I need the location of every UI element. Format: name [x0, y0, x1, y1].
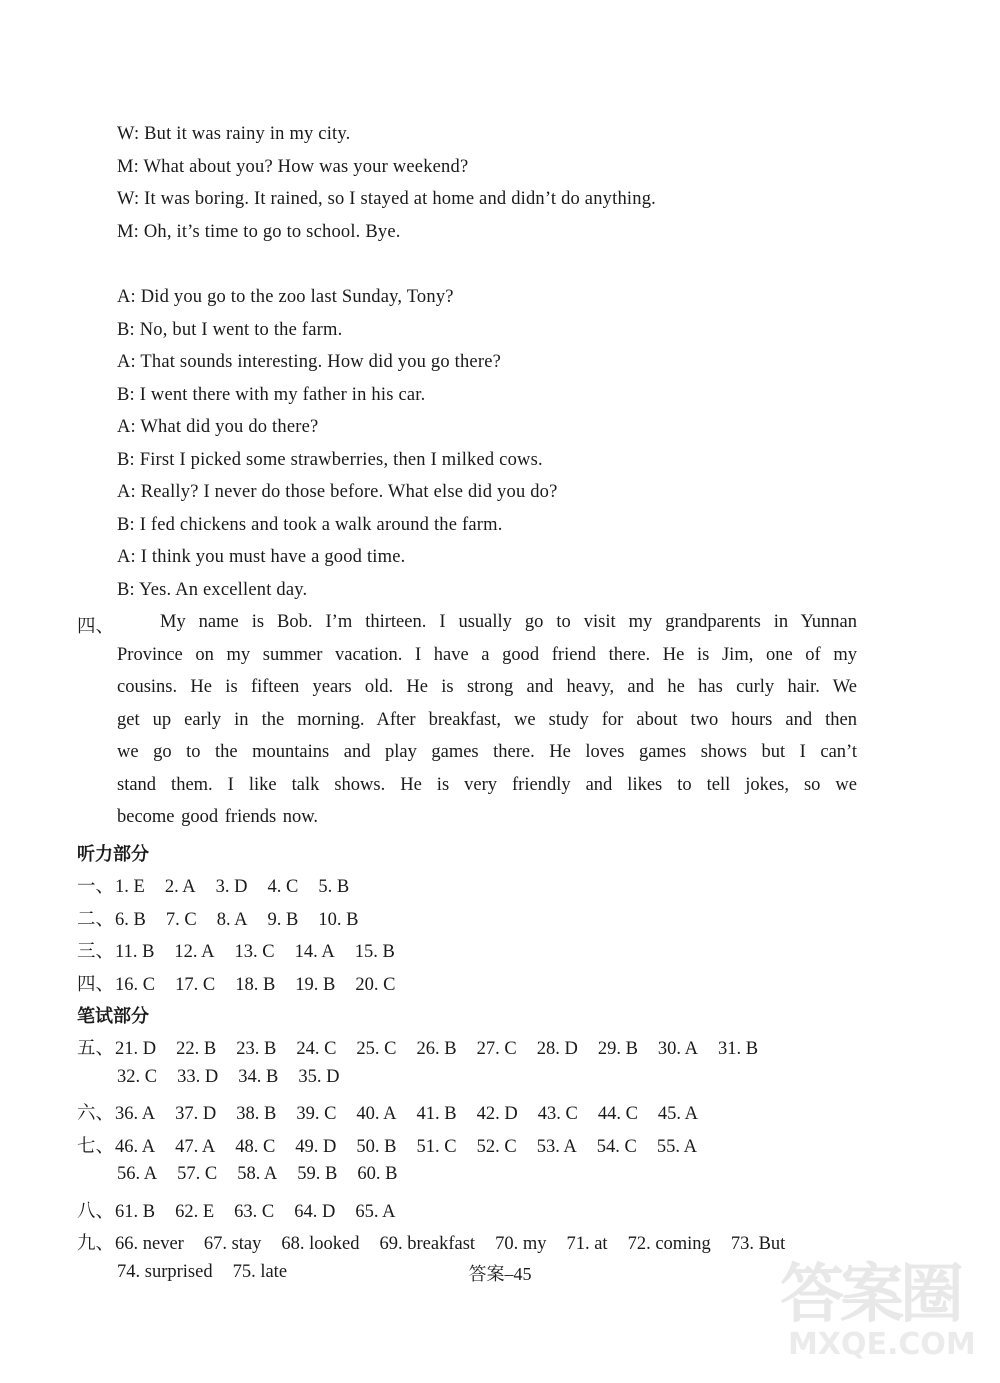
- answer-row: [77, 970, 415, 996]
- answer-item: 69. breakfast: [379, 1234, 476, 1254]
- answer-item: 48. C: [235, 1136, 276, 1157]
- answer-item: 60. B: [357, 1164, 398, 1184]
- answer-item: 1. E: [115, 877, 145, 897]
- answer-item: 63. C: [234, 1201, 275, 1222]
- answer-item: 44. C: [597, 1104, 638, 1124]
- answer-item: 73. But: [730, 1234, 786, 1254]
- dialogue2-line: A: What did you do there?: [117, 417, 319, 437]
- answer-row: [77, 872, 369, 898]
- page-number: 答案–45: [468, 1264, 532, 1284]
- answer-item: 10. B: [318, 909, 359, 930]
- writing-heading: 笔试部分: [77, 1006, 149, 1027]
- answer-row: [77, 1197, 415, 1223]
- answer-row: [77, 1099, 718, 1125]
- answer-item: 15. B: [354, 942, 395, 962]
- answer-item: 62. E: [175, 1201, 215, 1222]
- answer-row-label: 九、: [77, 1234, 115, 1254]
- answer-row-label: 四、: [77, 974, 115, 995]
- passage-line: My name is Bob. I’m thirteen. I usually go to visit my grandparents in Yunnan: [160, 612, 857, 632]
- answer-item: 67. stay: [203, 1234, 262, 1254]
- answer-item: 41. B: [416, 1104, 457, 1124]
- answer-item: 27. C: [476, 1039, 517, 1059]
- dialogue2-line: B: I went there with my father in his car.: [117, 385, 426, 405]
- dialogue2-line: B: I fed chickens and took a walk around the farm.: [117, 515, 503, 535]
- answer-item: 31. B: [718, 1039, 759, 1059]
- answer-item: 45. A: [657, 1104, 698, 1124]
- answer-item: 34. B: [238, 1066, 279, 1087]
- answer-item: 50. B: [356, 1136, 397, 1157]
- answer-row: [77, 905, 378, 931]
- answer-item: 43. C: [537, 1104, 578, 1124]
- answer-item: 37. D: [175, 1104, 217, 1124]
- passage-line: become good friends now.: [117, 807, 319, 827]
- answer-item: 61. B: [115, 1201, 156, 1222]
- answer-item: 13. C: [234, 942, 275, 962]
- answer-item: 35. D: [298, 1066, 340, 1087]
- answer-item: 5. B: [318, 877, 350, 897]
- answer-item: 32. C: [117, 1066, 158, 1087]
- answer-item: 51. C: [416, 1136, 457, 1157]
- dialogue2-line: B: Yes. An excellent day.: [117, 580, 308, 600]
- answer-row-label: 七、: [77, 1136, 115, 1157]
- answer-item: 57. C: [177, 1164, 218, 1184]
- answer-item: 47. A: [175, 1136, 216, 1157]
- answer-item: 72. coming: [627, 1234, 711, 1254]
- passage-line: cousins. He is fifteen years old. He is strong and heavy, and he has curly hair. We: [117, 677, 857, 697]
- answer-item: 21. D: [115, 1039, 157, 1059]
- answer-item: 25. C: [356, 1039, 397, 1059]
- answer-item: 19. B: [295, 974, 336, 995]
- answer-item: 58. A: [237, 1164, 278, 1184]
- answer-item: 55. A: [656, 1136, 697, 1157]
- answer-item: 24. C: [296, 1039, 337, 1059]
- passage-line: we go to the mountains and play games there. He loves games shows but I can’t: [117, 742, 857, 762]
- answer-item: 36. A: [115, 1104, 156, 1124]
- answer-item: 6. B: [115, 909, 146, 930]
- answer-item: 2. A: [164, 877, 196, 897]
- answer-item: 3. D: [215, 877, 248, 897]
- answer-item: 22. B: [176, 1039, 217, 1059]
- passage-line: stand them. I like talk shows. He is very friendly and likes to tell jokes, so we: [117, 775, 857, 795]
- answer-item: 53. A: [536, 1136, 577, 1157]
- dialogue2-line: B: No, but I went to the farm.: [117, 320, 343, 340]
- answer-row: [77, 937, 415, 963]
- dialogue2-line: B: First I picked some strawberries, then I milked cows.: [117, 450, 543, 470]
- listening-heading: 听力部分: [77, 844, 149, 865]
- answer-item: 28. D: [536, 1039, 578, 1059]
- dialogue2-line: A: That sounds interesting. How did you go there?: [117, 352, 502, 372]
- answer-item: 26. B: [416, 1039, 457, 1059]
- dialogue1-line: M: Oh, it’s time to go to school. Bye.: [117, 222, 401, 242]
- answer-item: 59. B: [297, 1164, 338, 1184]
- dialogue1-line: W: But it was rainy in my city.: [117, 124, 351, 144]
- answer-row-label: 三、: [77, 942, 115, 962]
- answer-row-label: 八、: [77, 1201, 115, 1222]
- answer-item: 8. A: [216, 909, 248, 930]
- answer-item: 39. C: [296, 1104, 337, 1124]
- answer-item: 49. D: [295, 1136, 337, 1157]
- passage-marker: 四、: [77, 617, 115, 637]
- passage-line: Province on my summer vacation. I have a good friend there. He is Jim, one of my: [117, 645, 857, 665]
- answer-row-label: 六、: [77, 1104, 115, 1124]
- answer-row: [77, 1034, 778, 1060]
- answer-item: 75. late: [232, 1261, 288, 1282]
- answer-item: 9. B: [267, 909, 299, 930]
- answer-item: 23. B: [236, 1039, 277, 1059]
- answer-item: 74. surprised: [117, 1261, 213, 1282]
- answer-item: 70. my: [495, 1234, 547, 1254]
- answer-row-label: 二、: [77, 909, 115, 930]
- answer-item: 65. A: [355, 1201, 396, 1222]
- answer-item: 7. C: [165, 909, 197, 930]
- dialogue1-line: M: What about you? How was your weekend?: [117, 157, 469, 177]
- answer-item: 29. B: [597, 1039, 638, 1059]
- answer-row: [77, 1132, 717, 1158]
- answer-item: 18. B: [235, 974, 276, 995]
- answer-item: 42. D: [476, 1104, 518, 1124]
- dialogue2-line: A: Really? I never do those before. What else did you do?: [117, 482, 558, 502]
- answer-item: 17. C: [175, 974, 216, 995]
- answer-item: 14. A: [294, 942, 335, 962]
- answer-item: 54. C: [596, 1136, 637, 1157]
- answer-item: 20. C: [355, 974, 396, 995]
- answer-item: 56. A: [117, 1164, 158, 1184]
- dialogue2-line: A: I think you must have a good time.: [117, 547, 406, 567]
- answer-row: [117, 1067, 359, 1088]
- answer-item: 71. at: [566, 1234, 608, 1254]
- answer-row-label: 一、: [77, 877, 115, 897]
- answer-item: 4. C: [267, 877, 299, 897]
- dialogue2-line: A: Did you go to the zoo last Sunday, Tony?: [117, 287, 454, 307]
- answer-item: 12. A: [174, 942, 215, 962]
- answer-item: 46. A: [115, 1136, 156, 1157]
- answer-item: 64. D: [294, 1201, 336, 1222]
- watermark-logo: 答案圈: [780, 1258, 960, 1332]
- watermark-url: MXQE.COM: [788, 1327, 976, 1362]
- answer-row: [117, 1164, 417, 1185]
- dialogue1-line: W: It was boring. It rained, so I stayed at home and didn’t do anything.: [117, 189, 656, 209]
- answer-item: 16. C: [115, 974, 156, 995]
- answer-item: 38. B: [236, 1104, 277, 1124]
- answer-item: 68. looked: [281, 1234, 360, 1254]
- answer-item: 66. never: [115, 1234, 184, 1254]
- passage-line: get up early in the morning. After breakfast, we study for about two hours and then: [117, 710, 857, 730]
- answer-row: [77, 1229, 805, 1255]
- watermark: [770, 1243, 980, 1373]
- answer-item: 33. D: [177, 1066, 219, 1087]
- answer-item: 52. C: [476, 1136, 517, 1157]
- answer-row-label: 五、: [77, 1039, 115, 1059]
- answer-item: 40. A: [356, 1104, 397, 1124]
- answer-item: 30. A: [657, 1039, 698, 1059]
- answer-item: 11. B: [115, 942, 155, 962]
